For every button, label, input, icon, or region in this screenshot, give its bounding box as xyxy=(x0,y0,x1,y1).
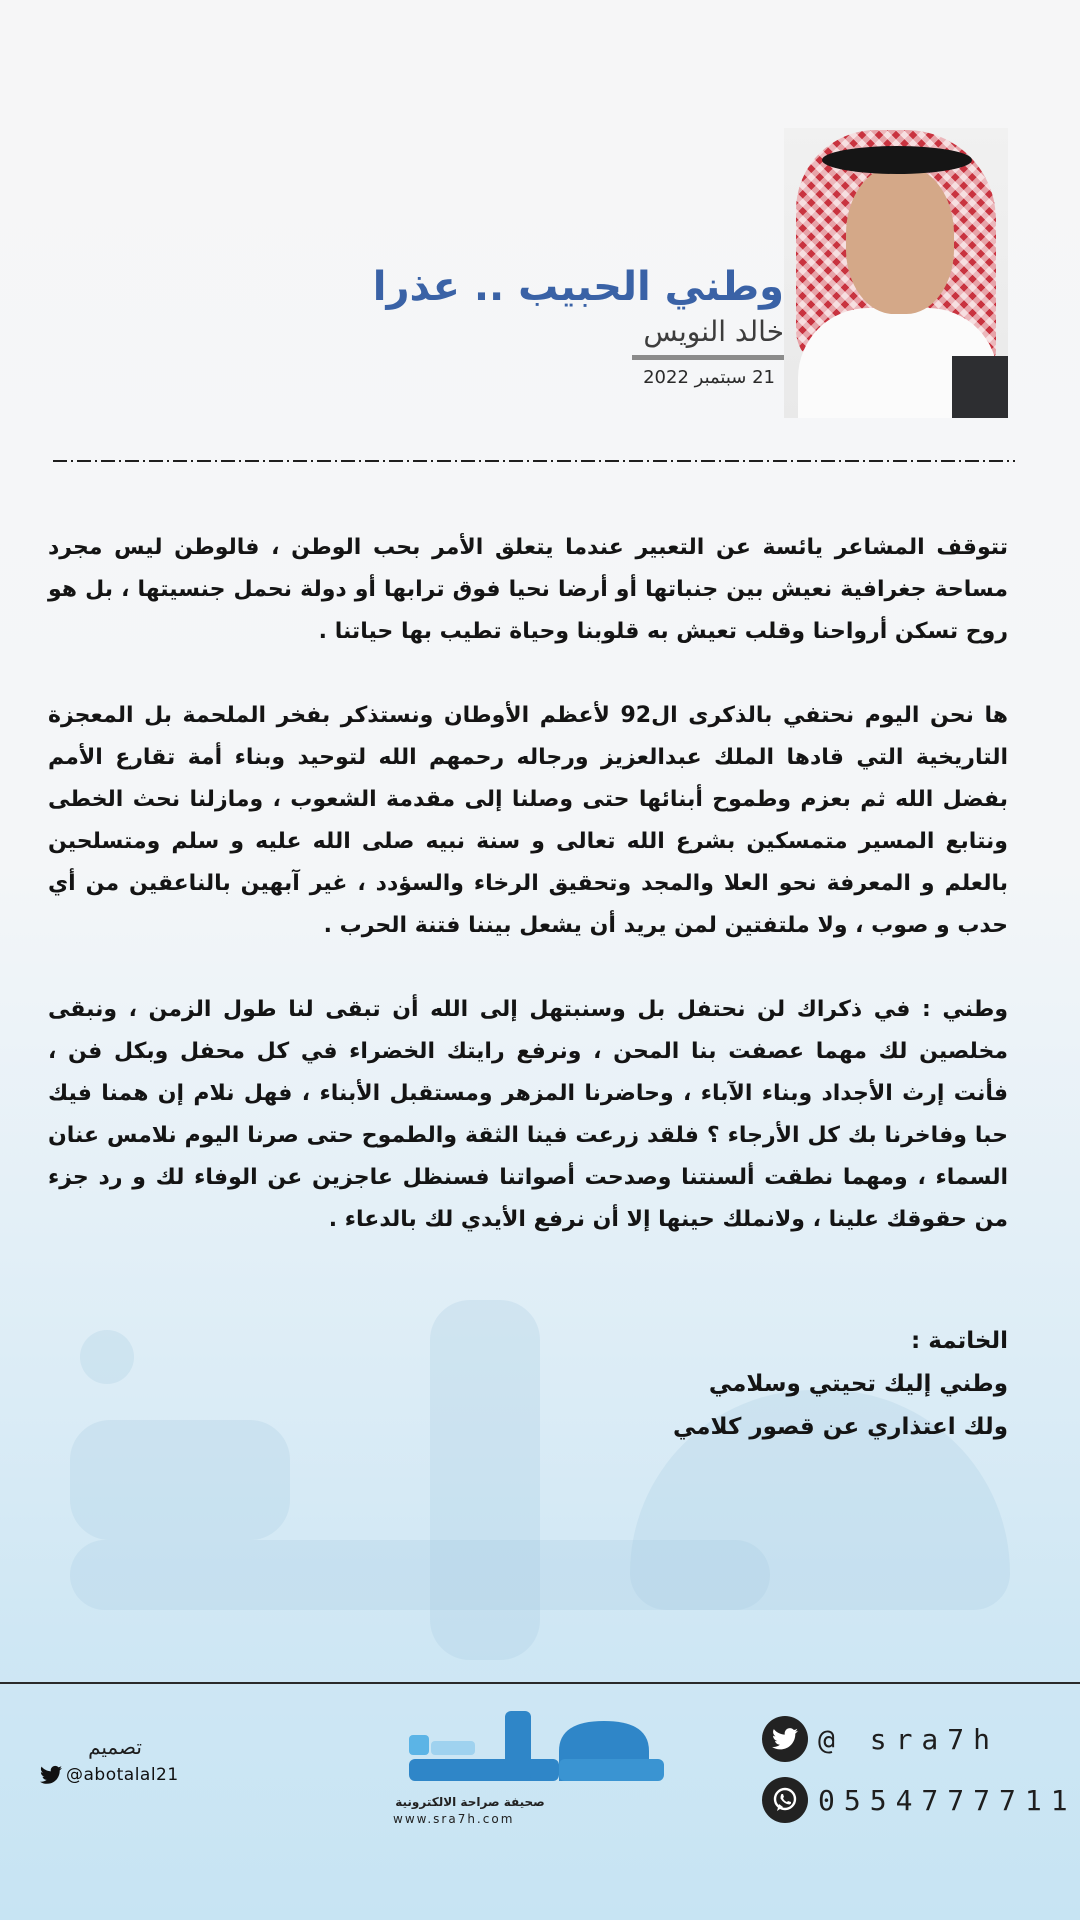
publish-date: 21 سبتمبر 2022 xyxy=(643,367,775,388)
designer-handle-link[interactable] xyxy=(40,1765,240,1785)
author-name: خالد النويس xyxy=(643,315,784,348)
whatsapp-icon xyxy=(762,1777,808,1823)
logo-mark xyxy=(409,1711,669,1791)
author-photo xyxy=(784,128,1008,418)
twitter-bird-icon xyxy=(762,1716,808,1762)
footer-divider xyxy=(0,1682,1080,1684)
closing-section xyxy=(508,1320,1008,1449)
article-title: وطني الحبيب .. عذرا xyxy=(372,264,784,310)
article-paragraph: تتوقف المشاعر يائسة عن التعبير عندما يتعلق الأمر بحب الوطن ، فالوطن ليس مجرد مساحة جغرافية نعيش بين جنباتها أو أرضا نحيا فوق ترابها أو دولة نحمل جنسيتها ، بل هو روح تسكن أرواحنا وقلب تعيش به قلوبنا وحياة تطيب بها حياتنا . xyxy=(48,535,1008,644)
header-divider xyxy=(53,460,1015,462)
article-paragraph: وطني : في ذكراك لن نحتفل بل وسنبتهل إلى الله أن تبقى لنا طول الزمن ، ونبقى مخلصين لك مهما عصفت بنا المحن ، ونرفع رايتك الخضراء في كل محفل وبكل فن ، فأنت إرث الأجداد وبناء الآباء ، وحاضرنا المزهر ومستقبل الأبناء ، فهل نلام إن همنا فيك حبا وفاخرنا بك كل الأرجاء ؟ فلقد زرعت فينا الثقة والطموح حتى صرنا اليوم نلامس عنان السماء ، ومهما نطقت ألسنتنا وصدحت أصواتنا فسنظل عاجزين عن الوفاء لك و رد جزء من حقوقك علينا ، ولانملك حينها إلا أن نرفع الأيدي لك بالدعاء . xyxy=(48,997,1008,1232)
designer-credit xyxy=(40,1735,240,1785)
twitter-bird-icon xyxy=(40,1765,62,1785)
author-underline xyxy=(632,355,784,360)
logo-url: www.sra7h.com xyxy=(393,1812,515,1826)
article-paragraph: ها نحن اليوم نحتفي بالذكرى ال92 لأعظم الأوطان ونستذكر بفخر الملحمة بل المعجزة التاريخية التي قادها الملك عبدالعزيز ورجاله رحمهم الله لتوحيد وبناء أمة تقارع الأمم بفضل الله ثم بعزم وطموح أبنائها حتى وصلنا إلى مقدمة الشعوب ، ومازلنا نحث الخطى ونتابع المسير متمسكين بشرع الله تعالى و سنة نبيه صلى الله عليه و سلم ومتسلحين بالعلم و المعرفة نحو العلا والمجد وتحقيق الرخاء والسؤدد ، غير آبهين بالناعقين من أي حدب و صوب ، ولا ملتفتين لمن يريد أن يشعل بيننا فتنة الحرب . xyxy=(48,703,1009,938)
logo-tagline: صحيفة صراحة الالكترونية xyxy=(395,1795,545,1809)
whatsapp-contact[interactable] xyxy=(762,1777,1077,1823)
twitter-handle: @ sra7h xyxy=(818,1722,1000,1756)
sra7h-logo xyxy=(385,1705,705,1835)
designer-handle: @abotalal21 xyxy=(66,1765,179,1785)
closing-line: ولك اعتذاري عن قصور كلامي xyxy=(673,1414,1008,1440)
closing-heading: الخاتمة : xyxy=(911,1328,1008,1354)
twitter-contact[interactable] xyxy=(762,1716,999,1762)
whatsapp-number: 0554777711 xyxy=(818,1783,1077,1817)
closing-line: وطني إليك تحيتي وسلامي xyxy=(708,1371,1008,1397)
designer-label: تصميم xyxy=(88,1735,142,1759)
